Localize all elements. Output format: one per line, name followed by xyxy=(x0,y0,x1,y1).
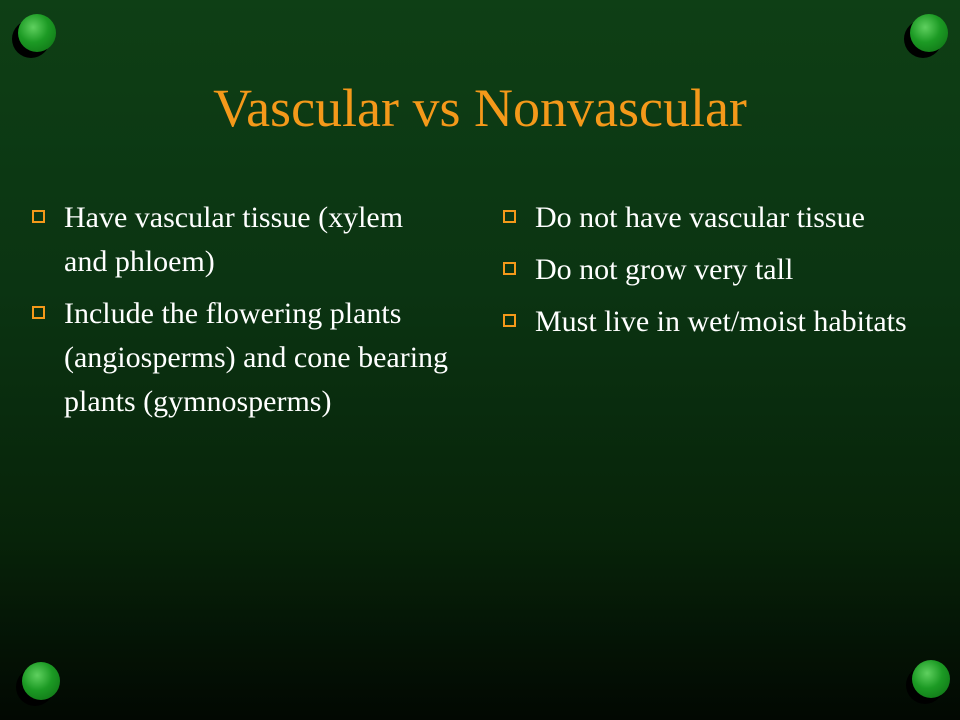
corner-ball-top-left-icon xyxy=(12,14,56,58)
slide-title: Vascular vs Nonvascular xyxy=(213,78,747,138)
hollow-square-bullet-icon xyxy=(32,210,45,223)
hollow-square-bullet-icon xyxy=(503,210,516,223)
list-item xyxy=(503,196,923,240)
hollow-square-bullet-icon xyxy=(503,262,516,275)
hollow-square-bullet-icon xyxy=(503,314,516,327)
hollow-square-bullet-icon xyxy=(32,306,45,319)
bullet-text: Have vascular tissue (xylem and phloem) xyxy=(64,201,404,278)
list-item xyxy=(503,300,923,344)
bullet-text: Do not grow very tall xyxy=(535,253,794,286)
corner-ball-top-right-icon xyxy=(904,14,948,58)
left-bullet-list xyxy=(32,196,452,432)
list-item xyxy=(503,248,923,292)
bullet-text: Must live in wet/moist habitats xyxy=(535,305,907,338)
bullet-text: Do not have vascular tissue xyxy=(535,201,865,234)
right-bullet-list xyxy=(503,196,923,352)
list-item xyxy=(32,292,452,424)
corner-ball-bottom-right-icon xyxy=(906,660,950,704)
corner-ball-bottom-left-icon xyxy=(16,662,60,706)
bullet-text: Include the flowering plants (angiosperms) and cone bearing plants (gymnosperms) xyxy=(64,297,449,418)
list-item xyxy=(32,196,452,284)
